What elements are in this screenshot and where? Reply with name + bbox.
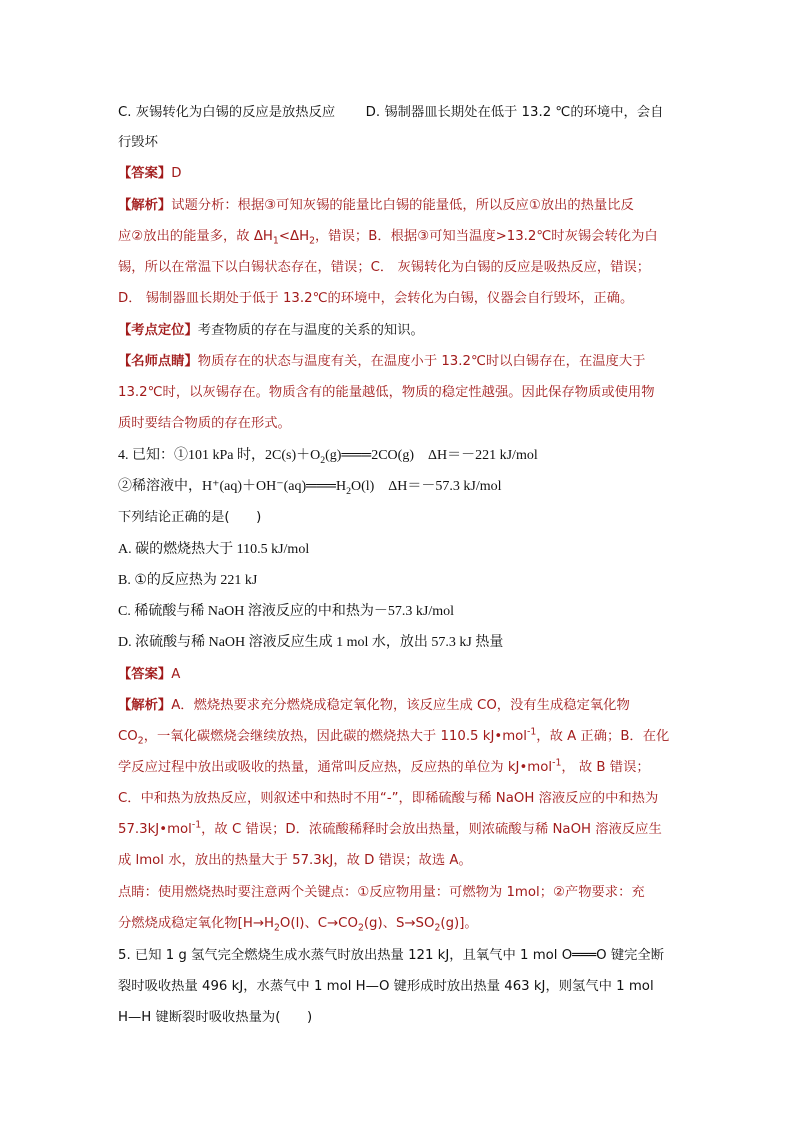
q3-teacher-tag: 【名师点睛】 (118, 354, 198, 369)
q3-analysis-line-1 (118, 197, 634, 215)
q4-stem-line-2 (118, 478, 502, 496)
superscript: -1 (527, 726, 537, 738)
subscript: 2 (309, 235, 316, 247)
q3-analysis-text-2b: <ΔH (278, 229, 310, 244)
subscript: 2 (320, 454, 326, 466)
q3-analysis-tag: 【解析】 (118, 198, 172, 213)
q4-analysis-text-2b: ，一氧化碳燃烧会继续放热，因此碳的燃烧热大于 110.5 kJ•mol (143, 729, 527, 744)
q4-tip-line-2 (118, 915, 478, 933)
q4-answer (118, 666, 180, 684)
subscript: 2 (274, 922, 280, 934)
q4-stem-text-1b: (g)═══2CO(g) ΔH＝－221 kJ/mol (325, 448, 538, 463)
q3-options-cd (118, 104, 663, 122)
q4-answer-value: A (171, 667, 181, 682)
q3-teacher-text-1: 物质存在的状态与温度有关，在温度小于 13.2℃时以白锡存在，在温度大于 (197, 354, 646, 369)
q3-analysis-line-3: 锡，所以在常温下以白锡状态存在，错误；C． 灰锡转化为白锡的反应是吸热反应，错误； (118, 260, 651, 275)
subscript: 2 (137, 735, 144, 747)
subscript: 2 (434, 922, 441, 934)
q4-analysis-line-4: C．中和热为放热反应，则叙述中和热时不用“-”，即稀硫酸与稀 NaOH 溶液反应的中和热为 (118, 791, 659, 806)
q4-analysis-text-2c: ，故 A 正确；B．在化 (536, 729, 670, 744)
q4-answer-tag: 【答案】 (118, 667, 172, 682)
q4-analysis-text-2a: CO (118, 729, 138, 744)
q3-answer (118, 165, 181, 183)
q4-stem-text-2b: O(l) ΔH＝－57.3 kJ/mol (350, 479, 502, 494)
q3-analysis-text-2a: 应②放出的能量多，故 ΔH (118, 229, 273, 244)
q3-point-text: 考查物质的存在与温度的关系的知识。 (197, 323, 424, 338)
q5-stem-line-2: 裂时吸收热量 496 kJ，水蒸气中 1 mol H—O 键形成时放出热量 463 kJ，则氢气中 1 mol (118, 979, 654, 994)
q4-option-c: C. 稀硫酸与稀 NaOH 溶液反应的中和热为－57.3 kJ/mol (118, 604, 454, 619)
q4-option-a: A. 碳的燃烧热大于 110.5 kJ/mol (118, 542, 310, 557)
q4-tip-text-2a: 分燃烧成稳定氧化物[H→H (118, 916, 274, 931)
q4-analysis-text-5a: 57.3kJ•mol (118, 822, 192, 837)
q4-stem-line-3: 下列结论正确的是( ) (118, 510, 262, 525)
q3-point (118, 322, 424, 340)
q3-teacher-line-3: 质时要结合物质的存在形式。 (118, 416, 291, 431)
q4-analysis-text-1: A．燃烧热要求充分燃烧成稳定氧化物，该反应生成 CO，没有生成稳定氧化物 (171, 698, 630, 713)
q4-tip-text-2b: O(l)、C→CO (279, 916, 358, 931)
subscript: 2 (346, 485, 351, 497)
q4-tip-text-2c: (g)、S→SO (363, 916, 435, 931)
q4-analysis-line-5 (118, 821, 662, 839)
q3-analysis-text-1: 试题分析：根据③可知灰锡的能量比白锡的能量低，所以反应①放出的热量比反 (171, 198, 634, 213)
q3-option-d: D. 锡制器皿长期处在低于 13.2 ℃的环境中，会自 (365, 105, 664, 120)
q4-stem-text-2a: ②稀溶液中，H⁺(aq)＋OH⁻(aq)═══H (118, 479, 347, 494)
q4-analysis-line-2 (118, 728, 669, 746)
q3-teacher-line-1 (118, 353, 645, 371)
superscript: -1 (552, 757, 562, 769)
subscript: 2 (357, 922, 364, 934)
q3-answer-tag: 【答案】 (118, 166, 172, 181)
q3-option-d-cont: 行毁坏 (118, 135, 158, 150)
superscript: -1 (191, 819, 202, 831)
q3-option-c: C. 灰锡转化为白锡的反应是放热反应 (118, 105, 336, 120)
q3-analysis-line-4: D． 锡制器皿长期处于低于 13.2℃的环境中，会转化为白锡，仪器会自行毁坏，正确。 (118, 291, 634, 306)
q4-option-b: B. ①的反应热为 221 kJ (118, 573, 258, 588)
q4-tip-text-2d: (g)]。 (440, 916, 478, 931)
q4-stem-line-1 (118, 447, 538, 465)
q3-analysis-line-2 (118, 228, 658, 246)
q3-teacher-line-2: 13.2℃时，以灰锡存在。物质含有的能量越低，物质的稳定性越强。因此保存物质或使用物 (118, 385, 655, 400)
q4-analysis-text-3a: 学反应过程中放出或吸收的热量，通常叫反应热，反应热的单位为 kJ•mol (118, 760, 553, 775)
q4-analysis-line-1 (118, 697, 630, 715)
q5-stem-line-1: 5. 已知 1 g 氢气完全燃烧生成水蒸气时放出热量 121 kJ，且氧气中 1 mol O═══O 键完全断 (118, 948, 665, 963)
q4-analysis-text-5b: ，故 C 错误；D．浓硫酸稀释时会放出热量，则浓硫酸与稀 NaOH 溶液反应生 (201, 822, 662, 837)
q3-answer-value: D (171, 166, 182, 181)
q4-stem-text-1a: 4. 已知：①101 kPa 时，2C(s)＋O (118, 448, 321, 463)
q3-analysis-text-2c: ，错误；B．根据③可知当温度>13.2℃时灰锡会转化为白 (315, 229, 658, 244)
q4-analysis-tag: 【解析】 (118, 698, 172, 713)
q4-analysis-text-3b: ， 故 B 错误； (561, 760, 650, 775)
q4-analysis-line-6: 成 lmol 水，放出的热量大于 57.3kJ，故 D 错误；故选 A。 (118, 853, 472, 868)
subscript: 1 (272, 235, 279, 247)
q4-tip-line-1: 点睛：使用燃烧热时要注意两个关键点：①反应物用量：可燃物为 1mol；②产物要求：充 (118, 885, 645, 900)
q3-point-tag: 【考点定位】 (118, 323, 198, 338)
q5-stem-line-3: H—H 键断裂时吸收热量为( ) (118, 1010, 313, 1025)
q4-analysis-line-3 (118, 759, 650, 777)
q4-option-d: D. 浓硫酸与稀 NaOH 溶液反应生成 1 mol 水，放出 57.3 kJ 热量 (118, 635, 504, 650)
